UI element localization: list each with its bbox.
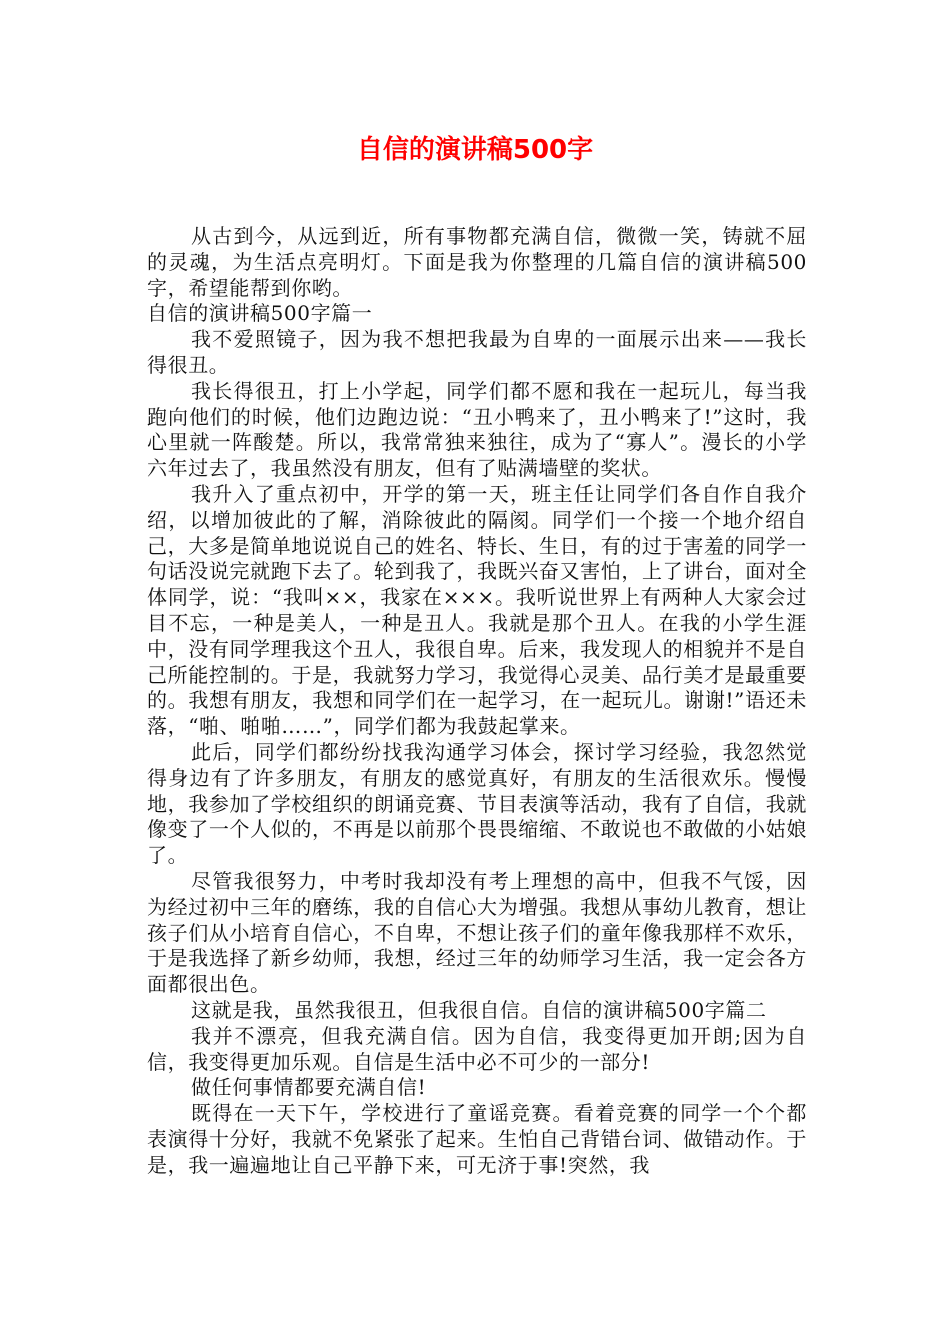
body-paragraph: 做任何事情都要充满自信! xyxy=(191,1075,427,1100)
body-paragraph: 我长得很丑，打上小学起，同学们都不愿和我在一起玩儿，每当我跑向他们的时候，他们边跑边说：“丑小鸭来了，丑小鸭来了!”这时，我心里就一阵酸楚。所以，我常常独来独往，成为了“寡人”。漫长的小学六年过去了，我虽然没有朋友，但有了贴满墙壁的奖状。 xyxy=(147,378,807,481)
body-paragraph: 我并不漂亮，但我充满自信。因为自信，我变得更加开朗;因为自信，我变得更加乐观。自信是生活中必不可少的一部分! xyxy=(147,1023,807,1074)
document-title: 自信的演讲稿500字 xyxy=(356,135,594,165)
document-body xyxy=(147,224,807,1178)
body-paragraph: 我不爱照镜子，因为我不想把我最为自卑的一面展示出来——我长得很丑。 xyxy=(147,327,807,377)
body-paragraph: 此后，同学们都纷纷找我沟通学习体会，探讨学习经验，我忽然觉得身边有了许多朋友，有朋友的感觉真好，有朋友的生活很欢乐。慢慢地，我参加了学校组织的朗诵竞赛、节目表演等活动，我有了自信，我就像变了一个人似的，不再是以前那个畏畏缩缩、不敢说也不敢做的小姑娘了。 xyxy=(147,739,807,868)
body-paragraph: 自信的演讲稿500字篇一 xyxy=(147,301,373,326)
body-paragraph: 我升入了重点初中，开学的第一天，班主任让同学们各自作自我介绍，以增加彼此的了解，消除彼此的隔阂。同学们一个接一个地介绍自己，大多是简单地说说自己的姓名、特长、生日，有的过于害羞的同学一句话没说完就跑下去了。轮到我了，我既兴奋又害怕，上了讲台，面对全体同学，说：“我叫××，我家在×××。我听说世界上有两种人大家会过目不忘，一种是美人，一种是丑人。我就是那个丑人。在我的小学生涯中，没有同学理我这个丑人，我很自卑。后来，我发现人的相貌并不是自己所能控制的。于是，我就努力学习，我觉得心灵美、品行美才是最重要的。我想有朋友，我想和同学们在一起学习，在一起玩儿。谢谢!”语还未落，“啪、啪啪……”，同学们都为我鼓起掌来。 xyxy=(147,481,807,739)
body-paragraph: 尽管我很努力，中考时我却没有考上理想的高中，但我不气馁，因为经过初中三年的磨练，我的自信心大为增强。我想从事幼儿教育，想让孩子们从小培育自信心，不自卑，不想让孩子们的童年像我那样不欢乐，于是我选择了新乡幼师，我想，经过三年的幼师学习生活，我一定会各方面都很出色。 xyxy=(147,868,807,997)
body-paragraph: 从古到今，从远到近，所有事物都充满自信，微微一笑，铸就不屈的灵魂，为生活点亮明灯。下面是我为你整理的几篇自信的演讲稿500字，希望能帮到你哟。 xyxy=(147,224,807,300)
body-paragraph: 既得在一天下午，学校进行了童谣竞赛。看着竞赛的同学一个个都表演得十分好，我就不免紧张了起来。生怕自己背错台词、做错动作。于是，我一遍遍地让自己平静下来，可无济于事!突然，我 xyxy=(147,1101,807,1177)
body-paragraph: 这就是我，虽然我很丑，但我很自信。自信的演讲稿500字篇二 xyxy=(191,997,767,1022)
